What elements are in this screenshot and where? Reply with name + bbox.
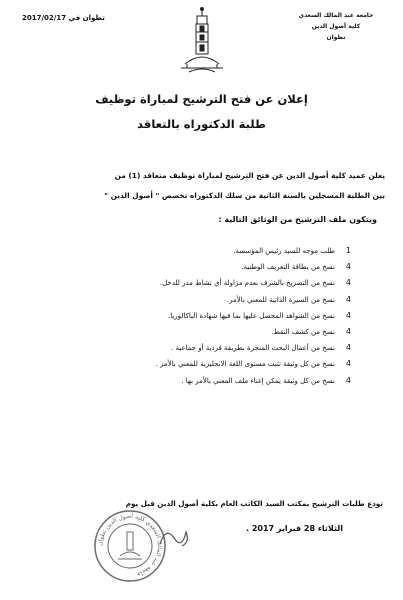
- deadline-date: الثلاثاء 28 فبراير 2017 .: [246, 524, 343, 533]
- list-item: [20, 343, 351, 359]
- document-count: 4: [345, 359, 351, 369]
- document-text: نسخ من كشف النقط.: [271, 327, 335, 336]
- document-count: 4: [345, 262, 351, 272]
- document-count: 4: [345, 294, 351, 304]
- university-name: جامعة عبد المالك السعدي: [298, 12, 374, 19]
- document-text: طلب موجه للسيد رئيس المؤسسة.: [233, 247, 335, 255]
- document-text: نسخ من كل وثيقة تثبت مستوى اللغة الانجليزية للمعني بالأمر .: [155, 360, 335, 369]
- document-count: 4: [345, 343, 351, 353]
- intro-line: يعلن عميد كلية أصول الدين عن فتح الترشيح لمباراة توظيف متعاقد (1) من: [114, 171, 385, 180]
- document-text: نسخ من الشواهد المحصل عليها بما فيها شهادة الباكالوريا.: [168, 311, 335, 320]
- document-count: 1: [345, 246, 351, 255]
- intro-line: بين الطلبة المسجلين بالسنة الثانية من سلك الدكتوراه تخصص " أصول الدين ": [104, 191, 385, 200]
- list-item: [20, 311, 351, 327]
- list-item: [20, 295, 351, 311]
- signature-mark-icon: [156, 522, 196, 552]
- list-item: [20, 376, 351, 392]
- announcement-subtitle: طلبة الدكتوراه بالتعاقد: [137, 117, 266, 131]
- documents-heading: ويتكون ملف الترشيح من الوثائق التالية :: [218, 215, 377, 224]
- document-text: نسخ من السيرة الذاتية للمعني بالأمر.: [226, 295, 335, 304]
- announcement-title: إعلان عن فتح الترشيح لمباراة توظيف: [95, 92, 308, 106]
- list-item: [20, 327, 351, 343]
- document-count: 4: [345, 278, 351, 288]
- deposit-instructions: تودع طلبات الترشيح بمكتب السيد الكاتب العام بكلية أصول الدين قبل يوم: [125, 499, 383, 508]
- document-count: 4: [345, 326, 351, 336]
- faculty-name: كلية أصول الدين: [311, 23, 361, 30]
- document-text: نسخ من أعمال البحث المنجزة بطريقة فردية أو جماعية .: [171, 344, 335, 353]
- stamp-text: جامعة عبد المالك السعدي كلية أصول الدين تطوان: [96, 512, 164, 579]
- list-item: [20, 359, 351, 375]
- date-line: تطوان في 2017/02/17: [22, 14, 105, 22]
- document-text: نسخ من بطاقة التعريف الوطنية.: [241, 263, 335, 272]
- document-count: 4: [345, 310, 351, 320]
- list-item: [20, 262, 351, 278]
- list-item: [20, 246, 351, 262]
- intro-paragraph: [18, 166, 385, 206]
- documents-list: [20, 246, 351, 392]
- document-count: 4: [345, 375, 351, 385]
- city-name: تطوان: [326, 34, 346, 41]
- university-logo-icon: [177, 6, 227, 76]
- document-text: نسخ من التصريح بالشرف بعدم مزاولة أي نشاط مدر للدخل.: [159, 279, 335, 288]
- list-item: [20, 278, 351, 294]
- document-text: نسخ من كل وثيقة يمكن إغناء ملف المعني بالأمر بها .: [181, 376, 335, 385]
- institution-header: [281, 10, 391, 43]
